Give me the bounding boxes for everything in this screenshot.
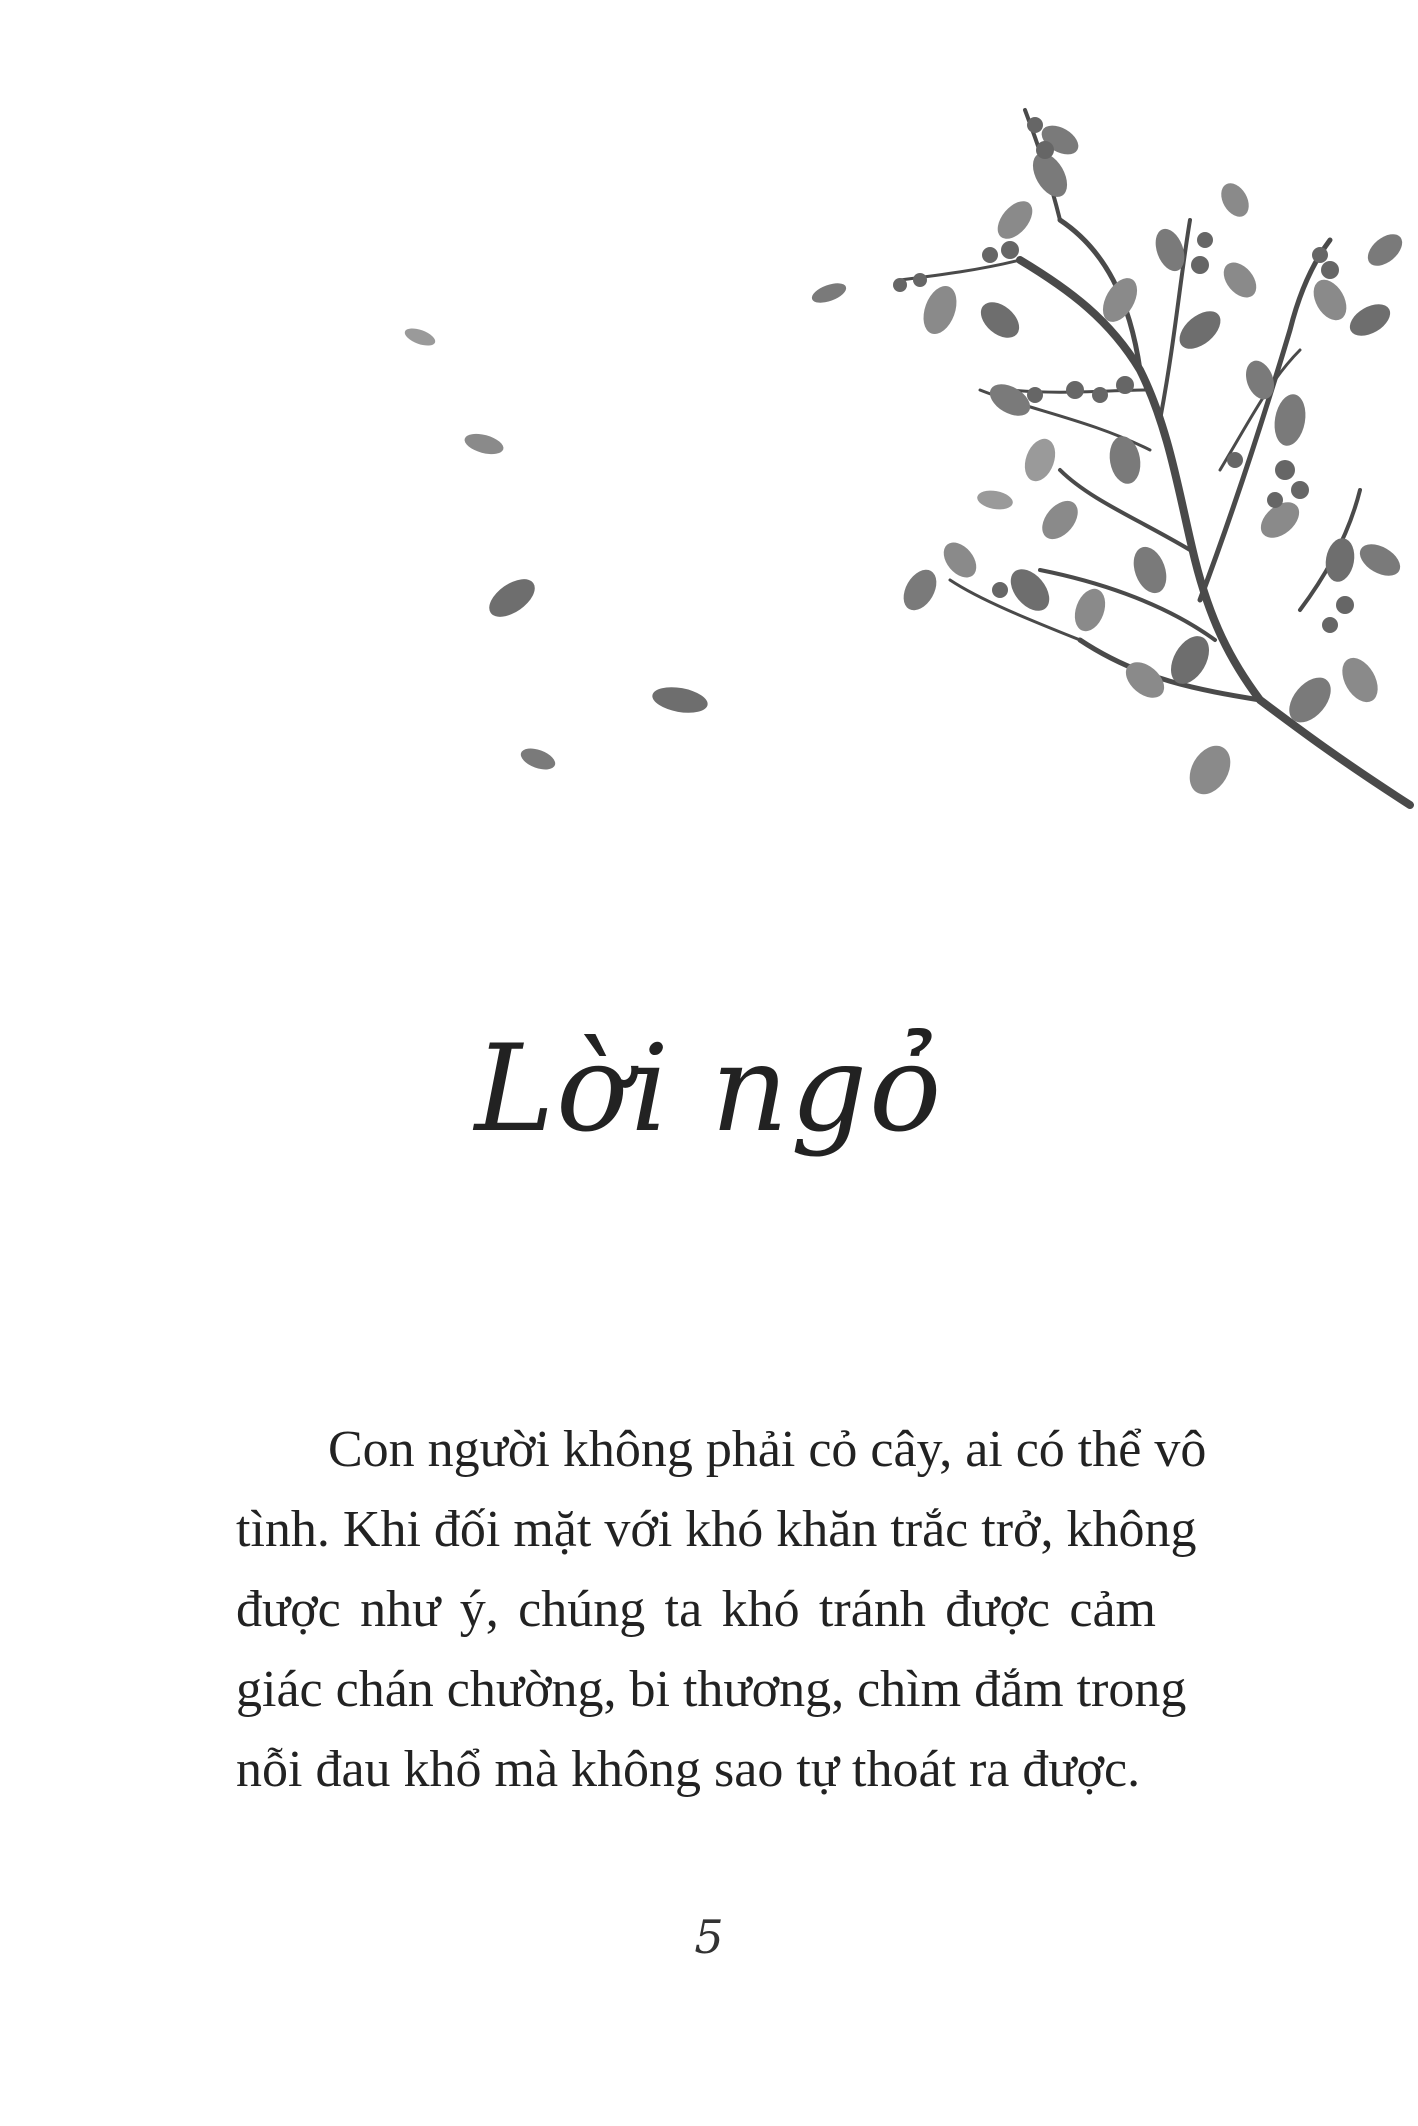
paragraph-line: tình. Khi đối mặt với khó khăn trắc trở, không — [236, 1501, 1197, 1558]
leaves-on-branch — [897, 120, 1408, 802]
body-paragraph — [236, 1410, 1207, 1810]
paragraph-line: Con người không phải cỏ cây, ai có thể vô — [328, 1421, 1207, 1478]
branch-icon — [900, 110, 1410, 805]
falling-leaves — [403, 279, 1015, 773]
branch-illustration — [0, 0, 1418, 860]
page-title: Lời ngỏ — [474, 1020, 944, 1159]
paragraph-line: giác chán chường, bi thương, chìm đắm trong — [236, 1661, 1187, 1718]
page-number: 5 — [694, 1910, 724, 1964]
paragraph-line: được như ý, chúng ta khó tránh được cảm — [236, 1581, 1156, 1638]
paragraph-line: nỗi đau khổ mà không sao tự thoát ra được. — [236, 1741, 1141, 1798]
